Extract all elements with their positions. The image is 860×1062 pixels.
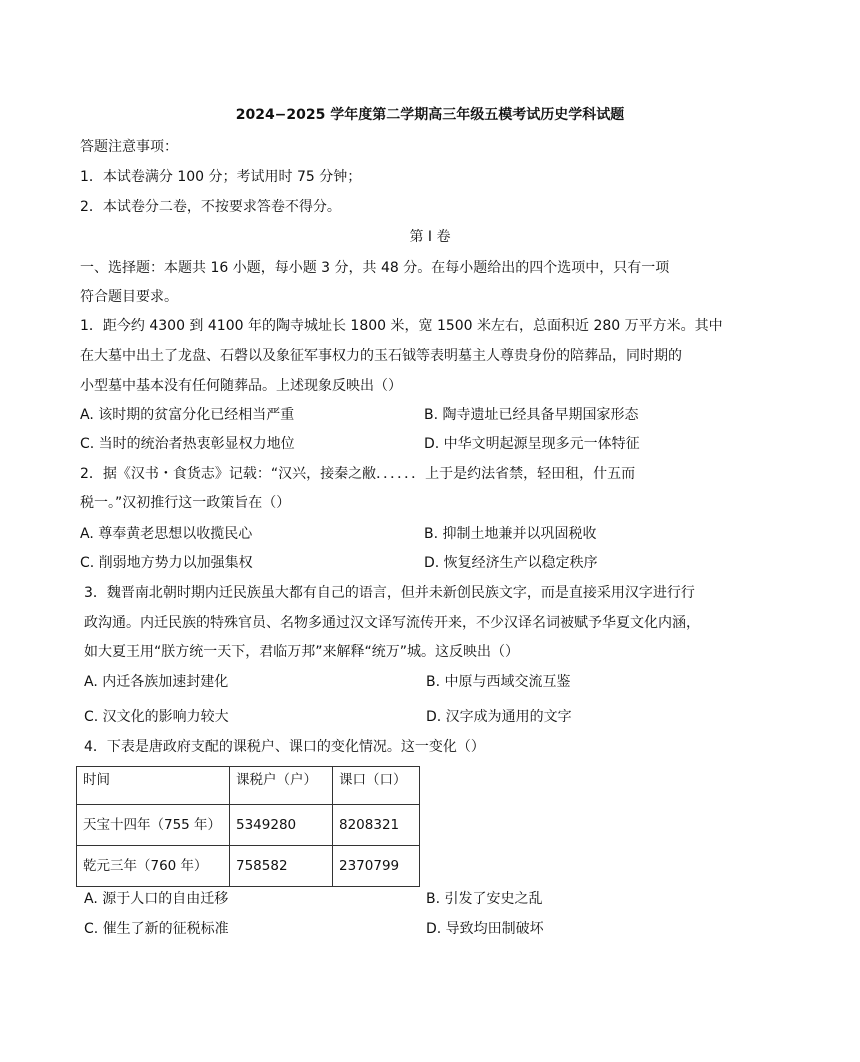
q1-option-c: C. 当时的统治者热衷彰显权力地位 bbox=[80, 436, 295, 452]
q3-option-c: C. 汉文化的影响力较大 bbox=[84, 709, 229, 725]
q1-option-a: A. 该时期的贫富分化已经相当严重 bbox=[80, 407, 295, 423]
notes-heading: 答题注意事项： bbox=[80, 139, 178, 155]
q4-stem: 4．下表是唐政府支配的课税户、课口的变化情况。这一变化（） bbox=[84, 739, 485, 755]
q2-option-b: B. 抑制土地兼并以巩固税收 bbox=[424, 526, 597, 542]
table-cell: 2370799 bbox=[333, 846, 420, 887]
note-1: 1．本试卷满分 100 分；考试用时 75 分钟； bbox=[80, 169, 362, 185]
table-cell: 758582 bbox=[230, 846, 333, 887]
table-cell: 8208321 bbox=[333, 805, 420, 846]
q4-option-c: C. 催生了新的征税标准 bbox=[84, 921, 229, 937]
q3-stem-line-1: 3．魏晋南北朝时期内迁民族虽大都有自己的语言，但并未新创民族文字，而是直接采用汉字进行行 bbox=[84, 585, 695, 601]
note-2: 2．本试卷分二卷，不按要求答卷不得分。 bbox=[80, 199, 341, 215]
table-header-row bbox=[77, 767, 420, 805]
q3-stem-line-3: 如大夏王用“朕方统一天下，君临万邦”来解释“统万”城。这反映出（） bbox=[84, 644, 520, 660]
q1-stem-line-2: 在大墓中出土了龙盘、石磬以及象征军事权力的玉石钺等表明墓主人尊贵身份的陪葬品，同时期的 bbox=[80, 348, 682, 364]
q3-option-d: D. 汉字成为通用的文字 bbox=[426, 709, 572, 725]
q3-option-a: A. 内迁各族加速封建化 bbox=[84, 674, 229, 690]
table-row bbox=[77, 846, 420, 887]
q1-option-b: B. 陶寺遗址已经具备早期国家形态 bbox=[424, 407, 639, 423]
section-label: 第 I 卷 bbox=[409, 229, 451, 245]
part-instruction-line-2: 符合题目要求。 bbox=[80, 289, 178, 305]
table-header-cell: 课口（口） bbox=[333, 767, 420, 805]
table-cell: 5349280 bbox=[230, 805, 333, 846]
q1-stem-line-3: 小型墓中基本没有任何随葬品。上述现象反映出（） bbox=[80, 378, 402, 394]
q2-option-c: C. 削弱地方势力以加强集权 bbox=[80, 555, 253, 571]
table-header-cell: 课税户（户） bbox=[230, 767, 333, 805]
table-cell: 乾元三年（760 年） bbox=[77, 846, 230, 887]
q2-option-a: A. 尊奉黄老思想以收揽民心 bbox=[80, 526, 253, 542]
q2-stem-line-2: 税一。”汉初推行这一政策旨在（） bbox=[80, 495, 291, 511]
q4-option-b: B. 引发了安史之乱 bbox=[426, 891, 543, 907]
part-instruction-line-1: 一、选择题：本题共 16 小题，每小题 3 分，共 48 分。在每小题给出的四个选项中，只有一项 bbox=[80, 260, 670, 276]
q4-option-a: A. 源于人口的自由迁移 bbox=[84, 891, 229, 907]
q1-option-d: D. 中华文明起源呈现多元一体特征 bbox=[424, 436, 640, 452]
tax-household-table bbox=[76, 766, 420, 887]
q2-stem-line-1: 2．据《汉书・食货志》记载：“汉兴，接秦之敝．．．．．．上于是约法省禁，轻田租，什五而 bbox=[80, 466, 636, 482]
table-header-cell: 时间 bbox=[77, 767, 230, 805]
q3-stem-line-2: 政沟通。内迁民族的特殊官员、名物多通过汉文译写流传开来，不少汉译名词被赋予华夏文化内涵， bbox=[84, 615, 700, 631]
q1-stem-line-1: 1．距今约 4300 到 4100 年的陶寺城址长 1800 米，宽 1500 米左右，总面积近 280 万平方米。其中 bbox=[80, 318, 723, 334]
table-cell: 天宝十四年（755 年） bbox=[77, 805, 230, 846]
table-row bbox=[77, 805, 420, 846]
q3-option-b: B. 中原与西域交流互鉴 bbox=[426, 674, 571, 690]
q4-option-d: D. 导致均田制破坏 bbox=[426, 921, 544, 937]
q2-option-d: D. 恢复经济生产以稳定秩序 bbox=[424, 555, 598, 571]
exam-title: 2024−2025 学年度第二学期高三年级五模考试历史学科试题 bbox=[235, 107, 625, 123]
